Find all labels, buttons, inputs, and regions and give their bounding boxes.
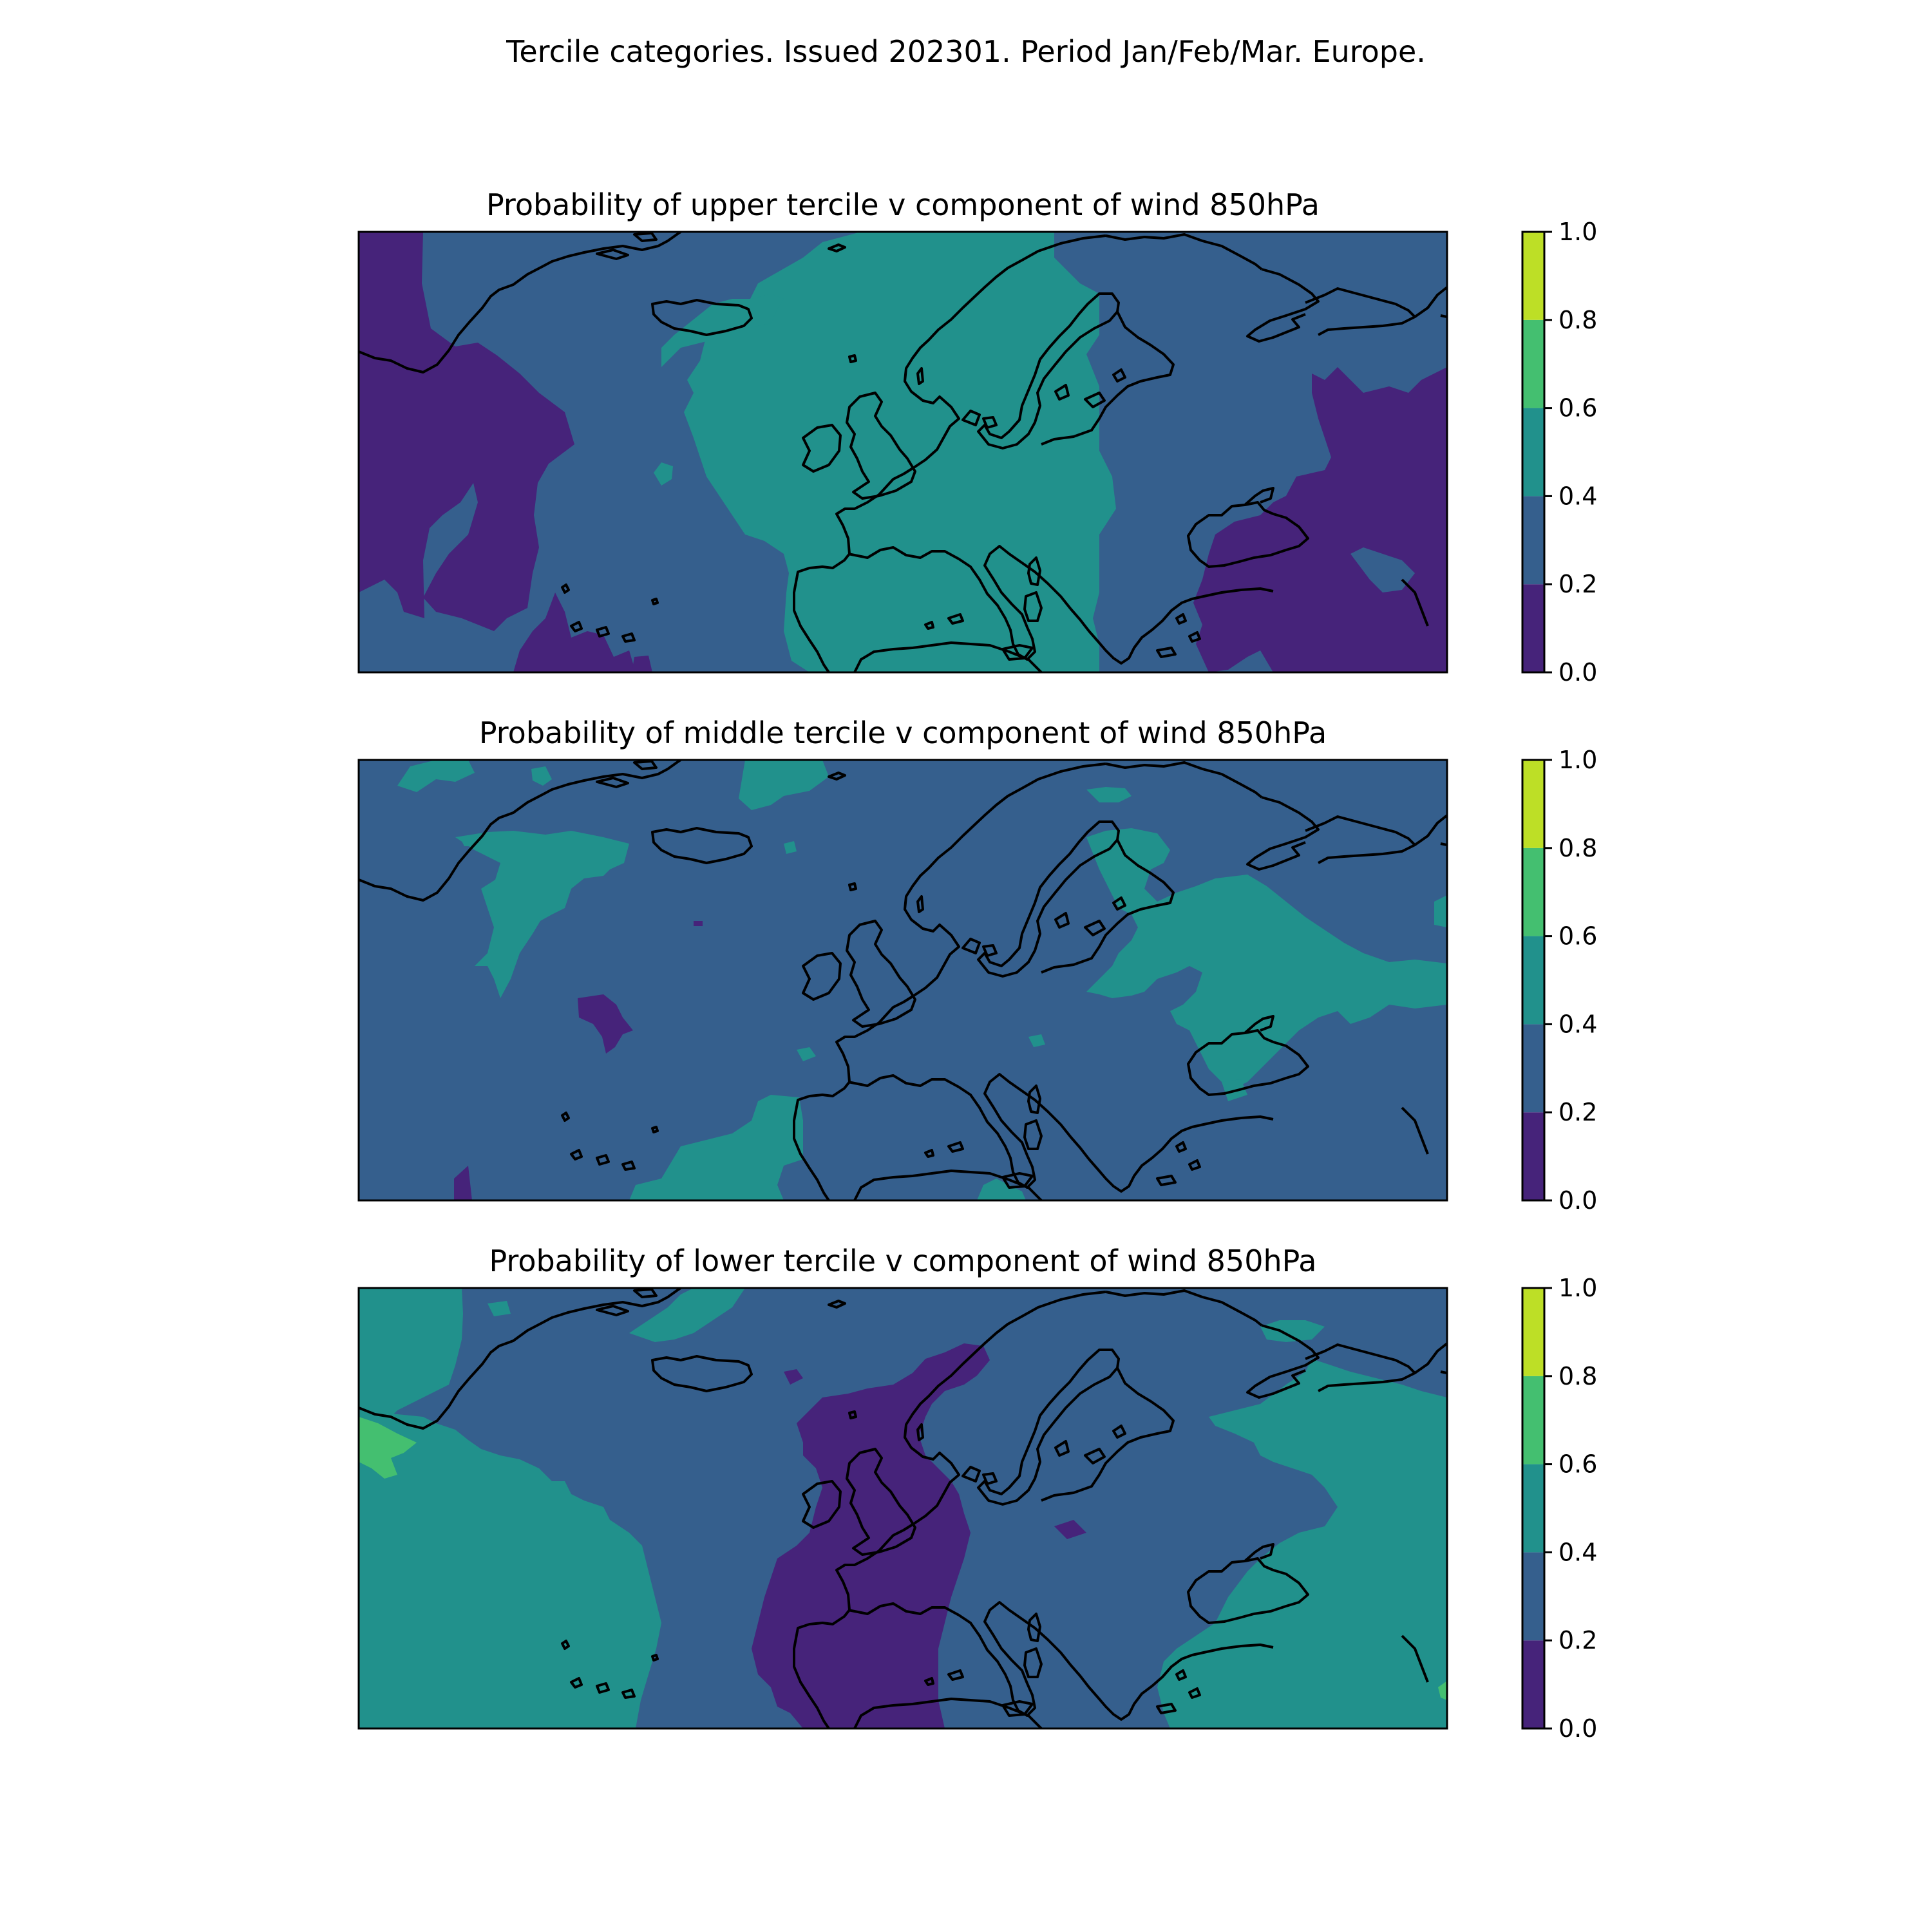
colorbar-segment (1522, 584, 1544, 672)
colorbar-tick-label: 1.0 (1558, 746, 1598, 774)
panel-title-middle: Probability of middle tercile v component of wind 850hPa (478, 715, 1327, 750)
colorbar-tick-label: 0.4 (1558, 482, 1598, 511)
colorbar-lower (1522, 1274, 1597, 1743)
colorbar-tick-label: 0.4 (1558, 1010, 1598, 1039)
colorbar-segment (1522, 936, 1544, 1025)
colorbar-tick-label: 0.2 (1558, 1098, 1598, 1127)
colorbar-tick-label: 0.8 (1558, 1361, 1598, 1390)
colorbar-tick-label: 0.0 (1558, 1186, 1598, 1215)
colorbar-tick-label: 0.6 (1558, 393, 1598, 422)
colorbar-middle (1522, 746, 1597, 1215)
colorbar-segment (1522, 320, 1544, 408)
colorbar-tick-label: 0.8 (1558, 833, 1598, 862)
colorbar-tick-label: 0.2 (1558, 570, 1598, 599)
colorbar-segment (1522, 848, 1544, 936)
colorbar-segment (1522, 232, 1544, 320)
colorbar-tick-label: 0.4 (1558, 1538, 1598, 1567)
colorbar-segment (1522, 1288, 1544, 1376)
colorbar-tick-label: 1.0 (1558, 218, 1598, 246)
colorbar-segment (1522, 760, 1544, 848)
field-middle-low-speck (694, 921, 703, 926)
colorbar-tick-label: 0.6 (1558, 922, 1598, 951)
colorbar-segment (1522, 1376, 1544, 1464)
colorbar-segment (1522, 496, 1544, 584)
colorbar-segment (1522, 1552, 1544, 1640)
colorbars (1522, 218, 1597, 1743)
figure-title: Tercile categories. Issued 202301. Period Jan/Feb/Mar. Europe. (506, 34, 1426, 69)
colorbar-segment (1522, 1640, 1544, 1728)
map-panel-middle (359, 760, 1447, 1200)
colorbar-tick-label: 0.6 (1558, 1450, 1598, 1479)
colorbar-segment (1522, 1024, 1544, 1112)
colorbar-segment (1522, 408, 1544, 497)
map-panel-upper (359, 232, 1447, 672)
colorbar-segment (1522, 1464, 1544, 1553)
panel-title-upper: Probability of upper tercile v component of wind 850hPa (486, 187, 1320, 222)
colorbar-tick-label: 0.0 (1558, 658, 1598, 687)
panel-title-lower: Probability of lower tercile v component of wind 850hPa (489, 1244, 1317, 1278)
colorbar-tick-label: 0.8 (1558, 305, 1598, 334)
colorbar-tick-label: 0.0 (1558, 1714, 1598, 1743)
colorbar-segment (1522, 1112, 1544, 1200)
colorbar-tick-label: 0.2 (1558, 1626, 1598, 1655)
colorbar-upper (1522, 218, 1597, 687)
map-panel-lower (359, 1288, 1447, 1728)
colorbar-tick-label: 1.0 (1558, 1274, 1598, 1302)
